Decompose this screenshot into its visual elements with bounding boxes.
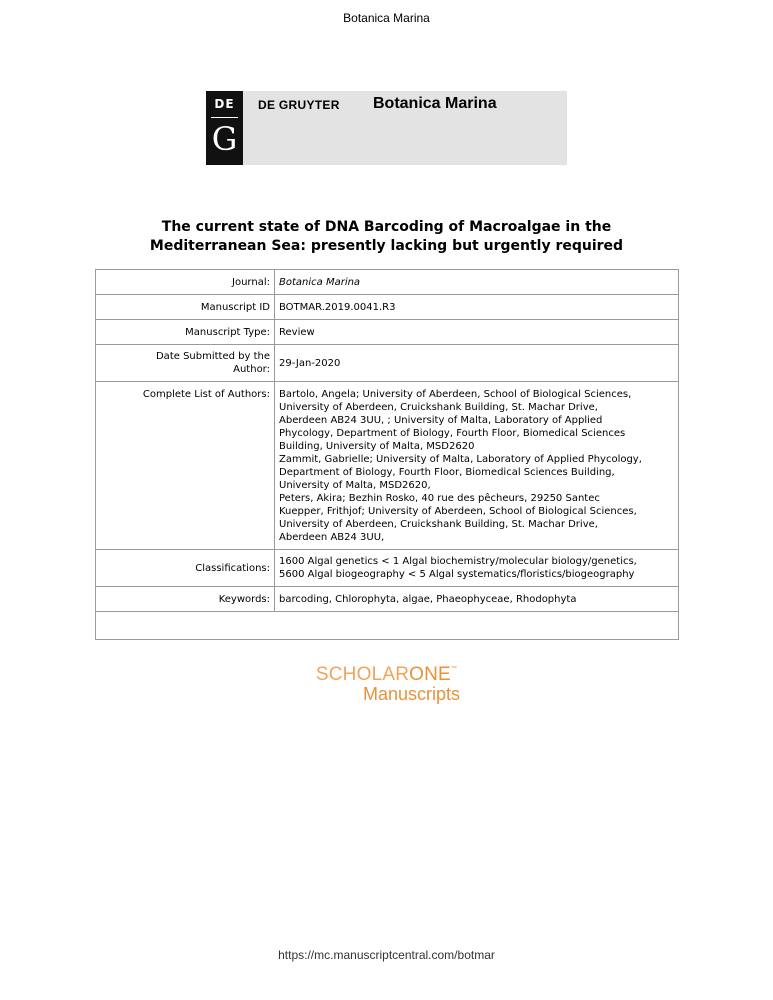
manuscript-type-value: Review bbox=[275, 320, 679, 345]
manuscript-type-label: Manuscript Type: bbox=[96, 320, 275, 345]
author-line: Zammit, Gabrielle; University of Malta, Laboratory of Applied Phycology, bbox=[279, 454, 642, 465]
classifications-value bbox=[275, 550, 679, 587]
date-submitted-label-line-2: Author: bbox=[233, 364, 270, 375]
classifications-label: Classifications: bbox=[96, 550, 275, 587]
author-line: Department of Biology, Fourth Floor, Biomedical Sciences Building, bbox=[279, 467, 615, 478]
keywords-row bbox=[96, 587, 679, 612]
journal-banner bbox=[206, 91, 567, 165]
footer-url[interactable]: https://mc.manuscriptcentral.com/botmar bbox=[278, 948, 495, 962]
title-line-2: Mediterranean Sea: presently lacking but urgently required bbox=[149, 238, 624, 254]
banner-journal-name: Botanica Marina bbox=[373, 95, 497, 112]
publisher-name: DE GRUYTER bbox=[258, 98, 340, 112]
scholarone-wordmark bbox=[0, 664, 773, 686]
author-line: Peters, Akira; Bezhin Rosko, 40 rue des pêcheurs, 29250 Santec bbox=[279, 493, 600, 504]
keywords-label: Keywords: bbox=[96, 587, 275, 612]
manuscript-metadata-table bbox=[95, 269, 679, 640]
classification-line-2: 5600 Algal biogeography < 5 Algal systematics/floristics/biogeography bbox=[279, 569, 635, 580]
keywords-value: barcoding, Chlorophyta, algae, Phaeophyceae, Rhodophyta bbox=[275, 587, 679, 612]
author-line: University of Malta, MSD2620, bbox=[279, 480, 431, 491]
author-line: Phycology, Department of Biology, Fourth Floor, Biomedical Sciences bbox=[279, 428, 626, 439]
scholarone-word-scholar: SCHOLAR bbox=[315, 664, 410, 685]
manuscript-id-value: BOTMAR.2019.0041.R3 bbox=[275, 295, 679, 320]
author-line: University of Aberdeen, Cruickshank Building, St. Machar Drive, bbox=[279, 519, 598, 530]
date-submitted-row bbox=[96, 345, 679, 382]
authors-value bbox=[275, 382, 679, 550]
author-line: University of Aberdeen, Cruickshank Building, St. Machar Drive, bbox=[279, 402, 598, 413]
manuscript-title bbox=[0, 218, 773, 256]
manuscript-type-row bbox=[96, 320, 679, 345]
running-head: Botanica Marina bbox=[343, 11, 430, 25]
journal-label: Journal: bbox=[96, 270, 275, 295]
author-line: Aberdeen AB24 3UU, ; University of Malta, Laboratory of Applied bbox=[279, 415, 603, 426]
manuscript-id-label: Manuscript ID bbox=[96, 295, 275, 320]
authors-label: Complete List of Authors: bbox=[96, 382, 275, 550]
scholarone-word-one: ONE bbox=[409, 664, 451, 685]
degruyter-logo bbox=[206, 91, 243, 165]
logo-de-text: DE bbox=[214, 97, 235, 111]
date-submitted-value: 29-Jan-2020 bbox=[275, 345, 679, 382]
author-line: Kuepper, Frithjof; University of Aberdeen, School of Biological Sciences, bbox=[279, 506, 637, 517]
author-line: Bartolo, Angela; University of Aberdeen, School of Biological Sciences, bbox=[279, 389, 632, 400]
scholarone-manuscripts: Manuscripts bbox=[363, 684, 461, 704]
journal-value: Botanica Marina bbox=[275, 270, 679, 295]
title-line-1: The current state of DNA Barcoding of Macroalgae in the bbox=[161, 219, 612, 235]
manuscript-id-row bbox=[96, 295, 679, 320]
logo-divider bbox=[211, 117, 238, 118]
classification-line-1: 1600 Algal genetics < 1 Algal biochemistry/molecular biology/genetics, bbox=[279, 556, 637, 567]
date-submitted-label bbox=[96, 345, 275, 382]
trademark-symbol: ™ bbox=[450, 666, 458, 672]
authors-row bbox=[96, 382, 679, 550]
classifications-row bbox=[96, 550, 679, 587]
empty-cell bbox=[96, 612, 679, 640]
logo-g-text: G bbox=[211, 120, 238, 158]
journal-row bbox=[96, 270, 679, 295]
scholarone-logo bbox=[0, 664, 773, 704]
author-line: Aberdeen AB24 3UU, bbox=[279, 532, 385, 543]
empty-row bbox=[96, 612, 679, 640]
author-line: Building, University of Malta, MSD2620 bbox=[279, 441, 475, 452]
date-submitted-label-line-1: Date Submitted by the bbox=[155, 351, 270, 362]
